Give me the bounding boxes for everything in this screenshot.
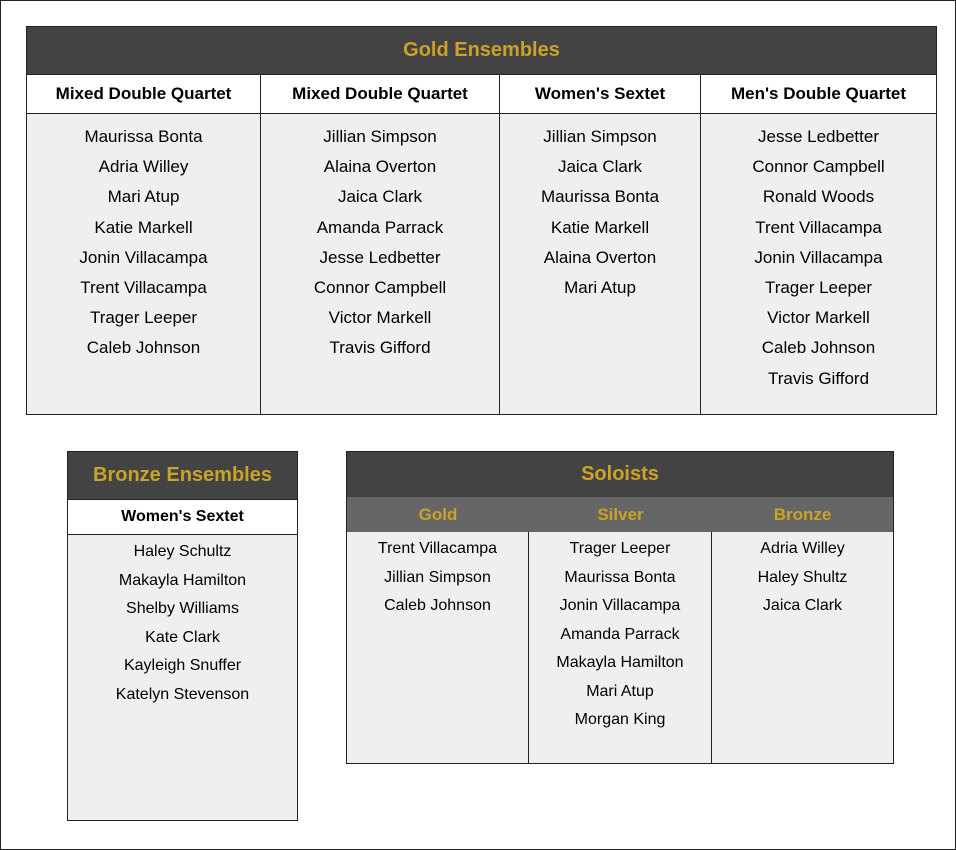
member-name: Makayla Hamilton bbox=[556, 654, 684, 671]
member-name: Maurissa Bonta bbox=[540, 187, 660, 207]
member-list bbox=[500, 114, 701, 415]
member-name: Amanda Parrack bbox=[316, 217, 444, 237]
member-name: Caleb Johnson bbox=[86, 338, 201, 358]
member-name: Victor Markell bbox=[767, 308, 870, 328]
member-list bbox=[712, 532, 893, 763]
column-header: Women's Sextet bbox=[500, 75, 701, 113]
member-name: Kayleigh Snuffer bbox=[123, 657, 242, 674]
member-list bbox=[261, 114, 500, 415]
gold-ensembles-body bbox=[27, 114, 936, 415]
member-list bbox=[27, 114, 261, 415]
member-name: Jonin Villacampa bbox=[559, 597, 681, 614]
column-header: Bronze bbox=[773, 505, 832, 524]
member-name: Trent Villacampa bbox=[80, 277, 207, 297]
member-name: Katie Markell bbox=[550, 217, 650, 237]
member-list bbox=[701, 114, 936, 415]
member-name: Adria Willey bbox=[760, 540, 845, 557]
member-name: Trent Villacampa bbox=[755, 217, 882, 237]
member-name: Jaica Clark bbox=[337, 187, 423, 207]
column-header: Mixed Double Quartet bbox=[261, 75, 500, 113]
member-name: Maurissa Bonta bbox=[564, 568, 676, 586]
member-name: Jesse Ledbetter bbox=[319, 247, 441, 267]
gold-ensembles-title: Gold Ensembles bbox=[27, 27, 936, 74]
member-name: Morgan King bbox=[574, 711, 666, 728]
member-name: Maurissa Bonta bbox=[84, 127, 203, 146]
member-name: Haley Shultz bbox=[757, 568, 848, 586]
member-name: Jillian Simpson bbox=[384, 568, 491, 586]
bronze-ensembles-header-row bbox=[68, 499, 297, 535]
soloists-table bbox=[346, 451, 894, 764]
member-name: Makayla Hamilton bbox=[118, 571, 247, 589]
column-header: Gold bbox=[418, 505, 458, 524]
member-name: Alaina Overton bbox=[323, 157, 437, 177]
member-name: Katie Markell bbox=[94, 217, 193, 237]
member-name: Alaina Overton bbox=[543, 247, 657, 267]
member-name: Jesse Ledbetter bbox=[758, 127, 879, 146]
member-name: Katelyn Stevenson bbox=[115, 685, 250, 703]
member-name: Caleb Johnson bbox=[761, 338, 876, 358]
gold-ensembles-table bbox=[26, 26, 937, 415]
member-name: Travis Gifford bbox=[767, 368, 870, 388]
bronze-ensembles-table bbox=[67, 451, 298, 821]
member-list bbox=[68, 535, 297, 709]
member-name: Trent Villacampa bbox=[377, 540, 498, 557]
column-header: Mixed Double Quartet bbox=[27, 75, 261, 113]
member-name: Caleb Johnson bbox=[384, 597, 491, 614]
column-header: Women's Sextet bbox=[121, 508, 244, 525]
member-name: Victor Markell bbox=[328, 308, 432, 328]
bronze-ensembles-title: Bronze Ensembles bbox=[68, 452, 297, 499]
member-name: Trager Leeper bbox=[569, 540, 671, 557]
member-name: Jillian Simpson bbox=[543, 127, 657, 146]
member-name: Connor Campbell bbox=[313, 277, 447, 297]
member-name: Trager Leeper bbox=[89, 308, 198, 328]
member-name: Mari Atup bbox=[564, 277, 636, 297]
member-list bbox=[529, 532, 712, 763]
column-header: Silver bbox=[597, 505, 644, 524]
member-name: Shelby Williams bbox=[126, 600, 239, 617]
column-header: Men's Double Quartet bbox=[730, 84, 906, 103]
member-name: Jonin Villacampa bbox=[754, 247, 883, 267]
member-name: Jonin Villacampa bbox=[79, 247, 208, 267]
member-name: Jaica Clark bbox=[762, 597, 843, 614]
member-name: Mari Atup bbox=[586, 682, 654, 700]
member-name: Jaica Clark bbox=[557, 157, 643, 177]
member-list bbox=[347, 532, 529, 763]
member-name: Kate Clark bbox=[145, 628, 220, 646]
member-name: Trager Leeper bbox=[764, 277, 873, 297]
member-name: Travis Gifford bbox=[329, 338, 431, 358]
member-name: Mari Atup bbox=[107, 187, 180, 207]
soloists-header-row bbox=[347, 497, 893, 532]
soloists-body bbox=[347, 532, 893, 763]
soloists-title: Soloists bbox=[347, 452, 893, 497]
member-name: Adria Willey bbox=[98, 157, 189, 177]
member-name: Connor Campbell bbox=[752, 157, 885, 177]
member-name: Ronald Woods bbox=[762, 187, 875, 207]
member-name: Jillian Simpson bbox=[323, 127, 437, 146]
member-name: Haley Schultz bbox=[133, 543, 232, 560]
gold-ensembles-header-row bbox=[27, 74, 936, 114]
member-name: Amanda Parrack bbox=[560, 625, 680, 643]
